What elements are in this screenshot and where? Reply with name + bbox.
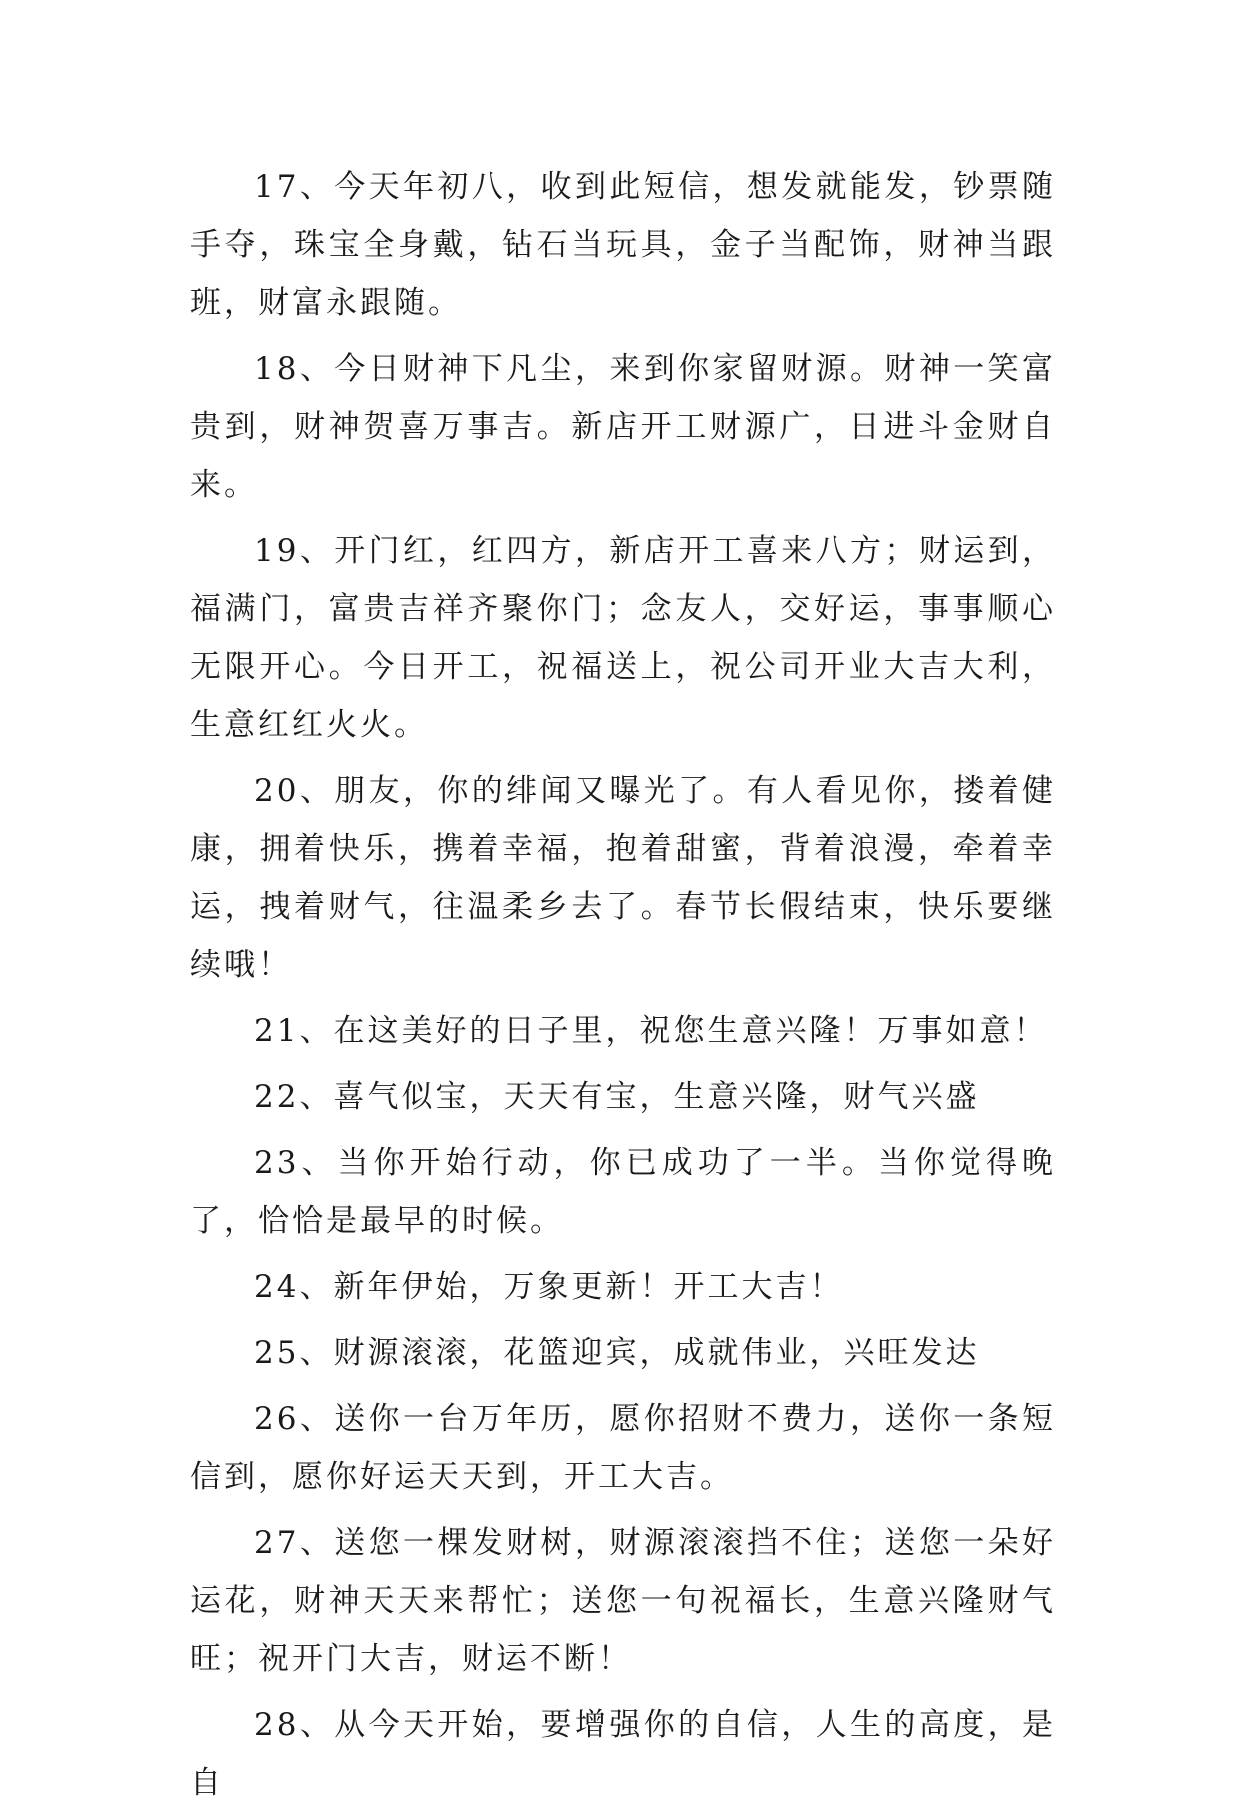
paragraph-28: 28、从今天开始，要增强你的自信，人生的高度，是自: [190, 1707, 1056, 1801]
paragraph-27: 27、送您一棵发财树，财源滚滚挡不住；送您一朵好运花，财神天天来帮忙；送您一句祝福长，生意兴隆财气旺；祝开门大吉，财运不断！: [190, 1525, 1056, 1677]
paragraph-19: 19、开门红，红四方，新店开工喜来八方；财运到，福满门，富贵吉祥齐聚你门；念友人，交好运，事事顺心无限开心。今日开工，祝福送上，祝公司开业大吉大利，生意红红火火。: [190, 533, 1056, 743]
paragraph-21: 21、在这美好的日子里，祝您生意兴隆！万事如意！: [254, 1013, 1048, 1049]
paragraph-17: 17、今天年初八，收到此短信，想发就能发，钞票随手夺，珠宝全身戴，钻石当玩具，金子当配饰，财神当跟班，财富永跟随。: [190, 169, 1056, 321]
paragraph-18: 18、今日财神下凡尘，来到你家留财源。财神一笑富贵到，财神贺喜万事吉。新店开工财源广，日进斗金财自来。: [190, 351, 1056, 503]
paragraph-26: 26、送你一台万年历，愿你招财不费力，送你一条短信到，愿你好运天天到，开工大吉。: [190, 1401, 1056, 1495]
document-body: [190, 158, 1056, 1820]
paragraph-20: 20、朋友，你的绯闻又曝光了。有人看见你，搂着健康，拥着快乐，携着幸福，抱着甜蜜，背着浪漫，牵着幸运，拽着财气，往温柔乡去了。春节长假结束，快乐要继续哦！: [190, 773, 1056, 983]
paragraph-22: 22、喜气似宝，天天有宝，生意兴隆，财气兴盛: [254, 1079, 980, 1115]
paragraph-25: 25、财源滚滚，花篮迎宾，成就伟业，兴旺发达: [254, 1335, 980, 1371]
paragraph-24: 24、新年伊始，万象更新！开工大吉！: [254, 1269, 844, 1305]
paragraph-23: 23、当你开始行动，你已成功了一半。当你觉得晚了，恰恰是最早的时候。: [190, 1145, 1056, 1239]
